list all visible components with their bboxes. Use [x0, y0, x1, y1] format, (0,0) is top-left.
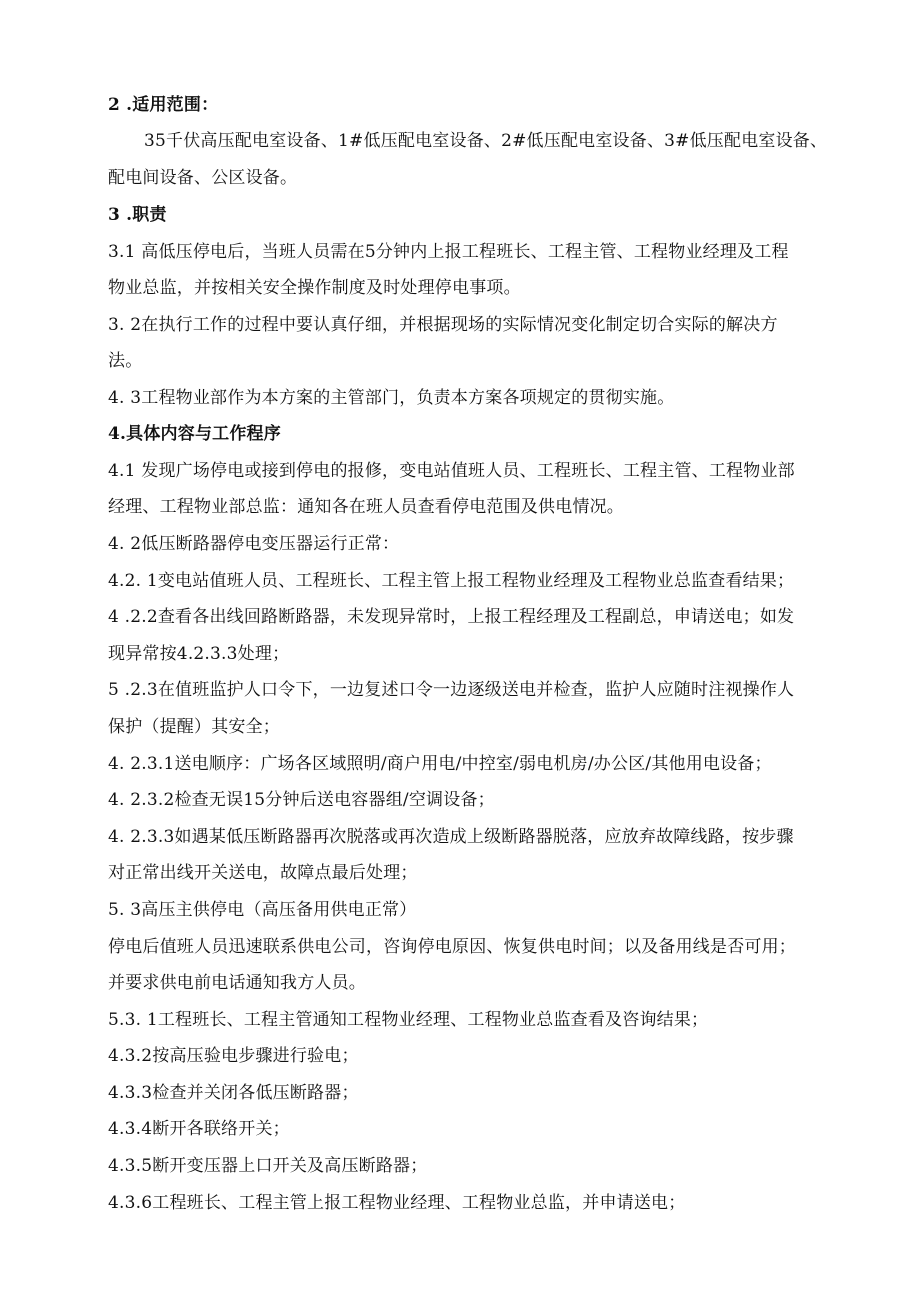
paragraph-line: 3.1 高低压停电后，当班人员需在5分钟内上报工程班长、工程主管、工程物业经理及工程 — [108, 242, 789, 262]
paragraph-line: 4.3.3检查并关闭各低压断路器； — [108, 1083, 359, 1103]
paragraph-line: 4. 3工程物业部作为本方案的主管部门，负责本方案各项规定的贯彻实施。 — [108, 388, 675, 408]
paragraph-line: 35千伏高压配电室设备、1#低压配电室设备、2#低压配电室设备、3#低压配电室设备、 — [144, 131, 828, 151]
paragraph-line: 对正常出线开关送电，故障点最后处理； — [108, 863, 418, 883]
paragraph-line: 4. 2.3.3如遇某低压断路器再次脱落或再次造成上级断路器脱落，应放弃故障线路，按步骤 — [108, 827, 794, 847]
paragraph-line: 4.3.5断开变压器上口开关及高压断路器； — [108, 1156, 428, 1176]
paragraph-line: 4.3.6工程班长、工程主管上报工程物业经理、工程物业总监，并申请送电； — [108, 1193, 686, 1213]
paragraph-line: 保护（提醒）其安全； — [108, 717, 280, 737]
paragraph-line: 并要求供电前电话通知我方人员。 — [108, 973, 366, 993]
paragraph-line: 现异常按4.2.3.3处理； — [108, 644, 290, 664]
paragraph-line: 4. 2.3.2检查无误15分钟后送电容器组/空调设备； — [108, 790, 495, 810]
paragraph-line: 4. 2低压断路器停电变压器运行正常： — [108, 534, 400, 554]
paragraph-line: 5.3. 1工程班长、工程主管通知工程物业经理、工程物业总监查看及咨询结果； — [108, 1010, 709, 1030]
paragraph-line: 4.2. 1变电站值班人员、工程班长、工程主管上报工程物业经理及工程物业总监查看结果； — [108, 571, 795, 591]
paragraph-line: 4.3.4断开各联络开关； — [108, 1119, 290, 1139]
paragraph-line: 配电间设备、公区设备。 — [108, 168, 298, 188]
paragraph-line: 4.1 发现广场停电或接到停电的报修，变电站值班人员、工程班长、工程主管、工程物业部 — [108, 461, 795, 481]
paragraph-line: 5 .2.3在值班监护人口令下，一边复述口令一边逐级送电并检查，监护人应随时注视操作人 — [108, 680, 795, 700]
paragraph-line: 5. 3高压主供停电（高压备用供电正常） — [108, 900, 417, 920]
paragraph-line: 4. 2.3.1送电顺序：广场各区域照明/商户用电/中控室/弱电机房/办公区/其他用电设备； — [108, 754, 772, 774]
paragraph-line: 停电后值班人员迅速联系供电公司，咨询停电原因、恢复供电时间；以及备用线是否可用； — [108, 937, 796, 957]
paragraph-line: 4.3.2按高压验电步骤进行验电； — [108, 1046, 359, 1066]
paragraph-line: 4 .2.2查看各出线回路断路器，未发现异常时，上报工程经理及工程副总，申请送电；如发 — [108, 607, 795, 627]
section-heading-procedure: 4.具体内容与工作程序 — [108, 424, 281, 444]
paragraph-line: 经理、工程物业部总监：通知各在班人员查看停电范围及供电情况。 — [108, 497, 624, 517]
section-heading-duties: 3 .职责 — [108, 205, 167, 225]
section-heading-scope: 2 .适用范围： — [108, 95, 219, 115]
paragraph-line: 物业总监，并按相关安全操作制度及时处理停电事项。 — [108, 278, 521, 298]
paragraph-line: 3. 2在执行工作的过程中要认真仔细，并根据现场的实际情况变化制定切合实际的解决方 — [108, 315, 778, 335]
paragraph-line: 法。 — [108, 351, 143, 371]
